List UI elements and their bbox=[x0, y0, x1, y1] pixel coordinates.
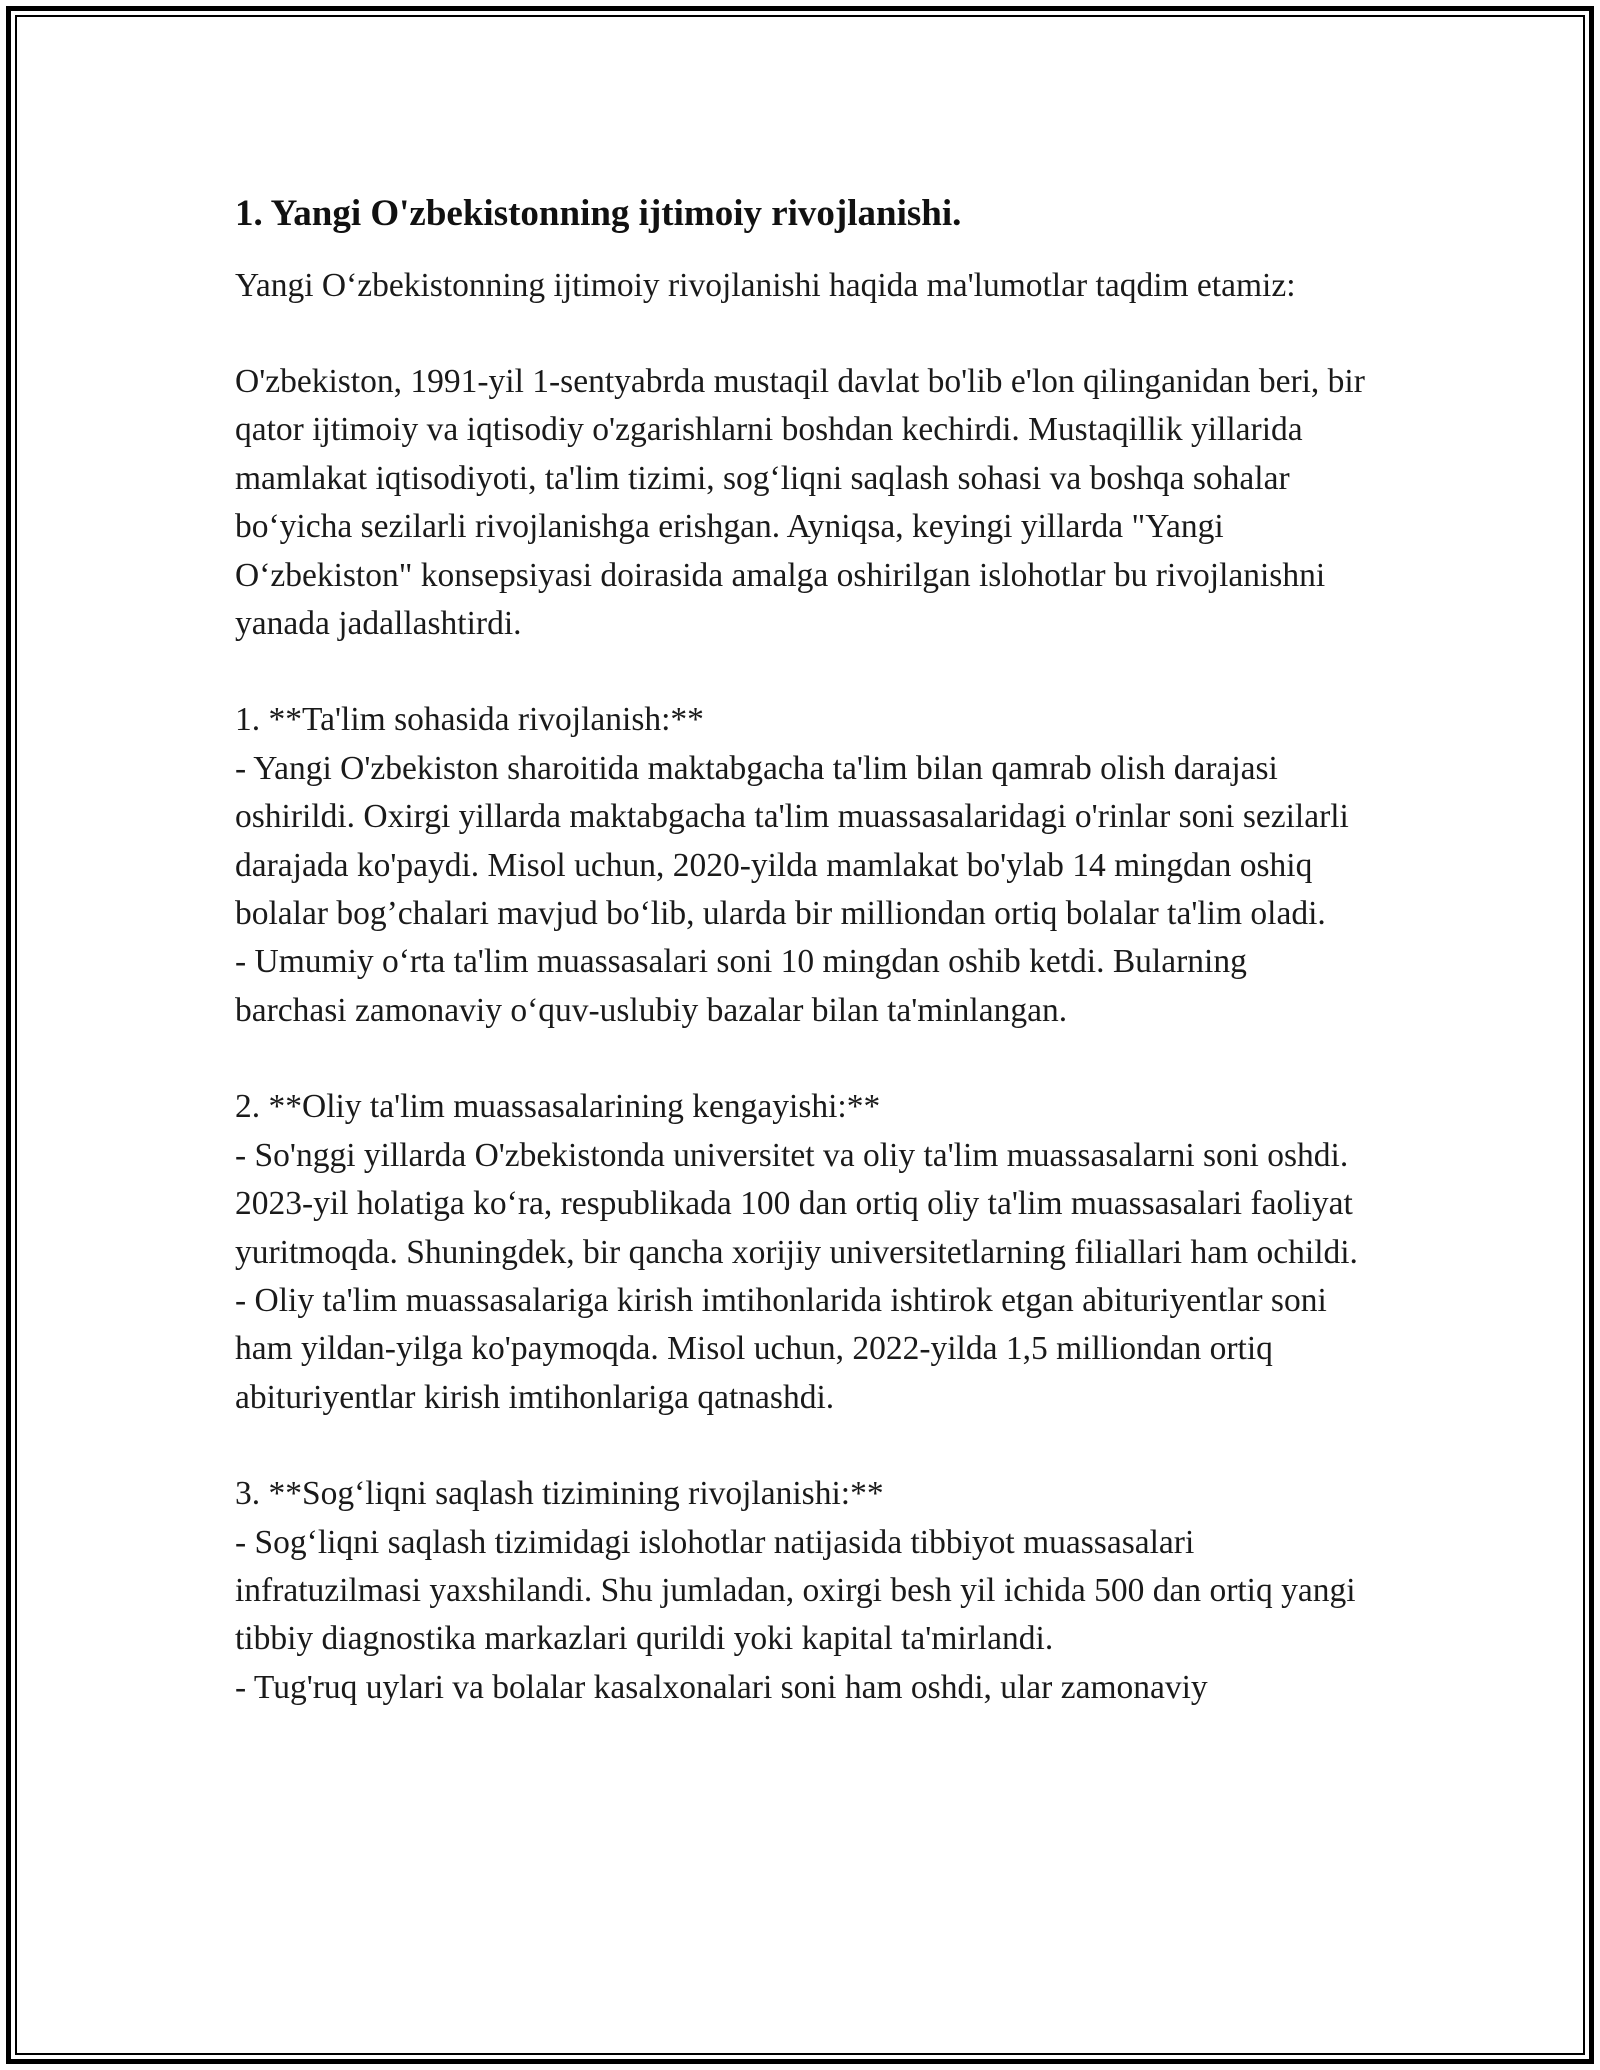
paragraph-gap bbox=[235, 648, 1365, 696]
paragraph-gap bbox=[235, 310, 1365, 358]
paragraph-gap bbox=[235, 1422, 1365, 1470]
section-education: 1. **Ta'lim sohasida rivojlanish:** - Yangi O'zbekiston sharoitida maktabgacha ta'lim bilan qamrab olish darajasi oshirildi. Oxirgi yillarda maktabgacha ta'lim muassasalaridagi o'rinlar soni sezilarli darajada ko'paydi. Misol uchun, 2020-yilda mamlakat bo'ylab 14 mingdan oshiq bolalar bog’chalari mavjud bo‘lib, ularda bir milliondan ortiq bolalar ta'lim oladi. - Umumiy o‘rta ta'lim muassasalari soni 10 mingdan oshib ketdi. Bularning barchasi zamonaviy o‘quv-uslubiy bazalar bilan ta'minlangan. bbox=[235, 701, 1349, 1029]
paragraph-gap bbox=[235, 1035, 1365, 1083]
section-higher-education: 2. **Oliy ta'lim muassasalarining kengayishi:** - So'nggi yillarda O'zbekistonda universitet va oliy ta'lim muassasalarni soni oshdi. 2023-yil holatiga ko‘ra, respublikada 100 dan ortiq oliy ta'lim muassasalari faoliyat yuritmoqda. Shuningdek, bir qancha xorijiy universitetlarning filiallari ham ochildi. - Oliy ta'lim muassasalariga kirish imtihonlarida ishtirok etgan abituriyentlar soni ham yildan-yilga ko'paymoqda. Misol uchun, 2022-yilda 1,5 milliondan ortiq abituriyentlar kirish imtihonlariga qatnashdi. bbox=[235, 1088, 1358, 1416]
intro-paragraph: Yangi O‘zbekistonning ijtimoiy rivojlanishi haqida ma'lumotlar taqdim etamiz: bbox=[235, 267, 1296, 304]
document-body bbox=[235, 190, 1365, 1712]
document-title: 1. Yangi O'zbekistonning ijtimoiy rivojlanishi. bbox=[235, 193, 962, 234]
paragraph-overview: O'zbekiston, 1991-yil 1-sentyabrda mustaqil davlat bo'lib e'lon qilinganidan beri, bir qator ijtimoiy va iqtisodiy o'zgarishlarni boshdan kechirdi. Mustaqillik yillarida mamlakat iqtisodiyoti, ta'lim tizimi, sog‘liqni saqlash sohasi va boshqa sohalar bo‘yicha sezilarli rivojlanishga erishgan. Ayniqsa, keyingi yillarda "Yangi O‘zbekiston" konsepsiyasi doirasida amalga oshirilgan islohotlar bu rivojlanishni yanada jadallashtirdi. bbox=[235, 363, 1365, 643]
section-healthcare: 3. **Sog‘liqni saqlash tizimining rivojlanishi:** - Sog‘liqni saqlash tizimidagi islohotlar natijasida tibbiyot muassasalari infratuzilmasi yaxshilandi. Shu jumladan, oxirgi besh yil ichida 500 dan ortiq yangi tibbiy diagnostika markazlari qurildi yoki kapital ta'mirlandi. - Tug'ruq uylari va bolalar kasalxonalari soni ham oshdi, ular zamonaviy bbox=[235, 1475, 1356, 1706]
